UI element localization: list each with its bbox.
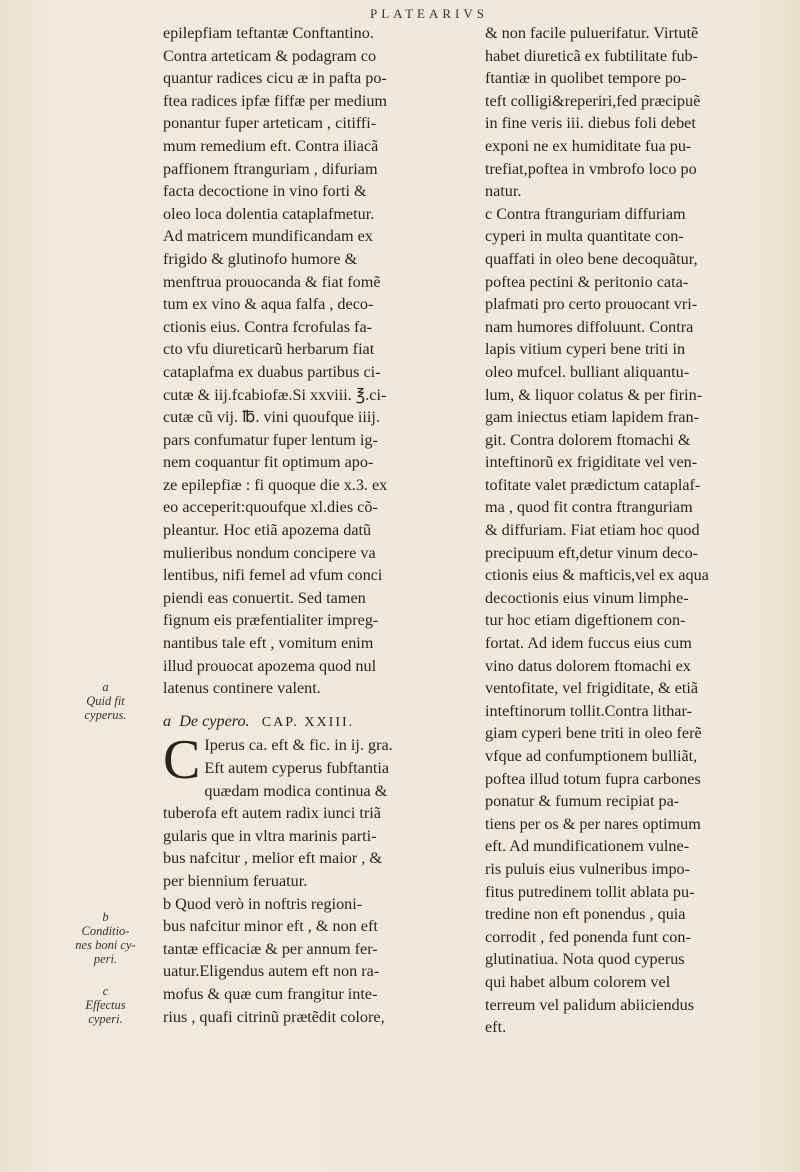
- chapter-marker: a: [163, 711, 172, 730]
- text-line: uatur.Eligendus autem eft non ra-: [163, 962, 380, 981]
- margin-marker: b: [102, 910, 109, 924]
- text-line: & non facile puluerifatur. Virtutẽ: [485, 24, 699, 42]
- text-line: trefiat,poftea in vmbrofo loco po: [485, 159, 697, 178]
- running-head: PLATEARIVS: [370, 6, 489, 21]
- text-line: tur hoc etiam digeftionem con-: [485, 611, 686, 630]
- text-line: per biennium feruatur.: [163, 871, 308, 890]
- text-line: oleo mufcel. bulliant aliquantu-: [485, 362, 690, 381]
- text-line: precipuum eft,detur vinum deco-: [485, 543, 699, 562]
- text-line: quaffati in oleo bene decoquãtur,: [485, 249, 698, 268]
- text-line: mum remedium eft. Contra iliacã: [163, 136, 379, 155]
- text-line: bus nafcitur , melior eft maior , &: [163, 849, 382, 868]
- text-line: Contra arteticam & podagram co: [163, 46, 377, 65]
- text-line: tofitate valet prædictum cataplaf-: [485, 475, 701, 494]
- text-line: b Quod verò in noftris regioni-: [163, 894, 363, 913]
- text-line: natur.: [485, 182, 522, 201]
- text-line: poftea pectini & peritonio cata-: [485, 272, 689, 291]
- text-line: cto vfu diureticarũ herbarum fiat: [163, 340, 375, 359]
- text-line: frigido & glutinofo humore &: [163, 249, 358, 268]
- text-line: git. Contra dolorem ftomachi &: [485, 430, 691, 449]
- text-line: bus nafcitur minor eft , & non eft: [163, 917, 378, 936]
- text-line: eft. Ad mundificationem vulne-: [485, 837, 690, 856]
- text-line: lentibus, nifi femel ad vfum conci: [163, 566, 383, 585]
- text-line: tiens per os & per nares optimum: [485, 814, 701, 833]
- right-column: [485, 22, 775, 1039]
- text-line: pars confumatur fuper lentum ig-: [163, 430, 378, 449]
- text-line: rius , quafi citrinũ prætẽdit colore,: [163, 1007, 385, 1026]
- margin-line: peri.: [93, 952, 118, 966]
- margin-note-b: [58, 910, 153, 966]
- text-line: cutæ & iij.fcabiofæ.Si xxviii. ℥.ci-: [163, 385, 387, 404]
- margin-line: Effectus: [85, 998, 126, 1012]
- left-column: [163, 22, 463, 1028]
- text-line: paffionem ftranguriam , difuriam: [163, 159, 378, 178]
- text-line: poftea illud totum fupra carbones: [485, 769, 701, 788]
- margin-line: Conditio-: [81, 924, 130, 938]
- text-line: Iperus ca. eft & fic. in ij. gra.: [204, 736, 393, 755]
- text-line: pleantur. Hoc etiã apozema datũ: [163, 521, 372, 540]
- text-line: tredine non eft ponendus , quia: [485, 905, 686, 924]
- right-text-block: [485, 22, 775, 1039]
- text-line: epilepfiam teftantæ Conftantino.: [163, 24, 374, 42]
- chapter-heading: [163, 710, 463, 735]
- text-line: cataplafma ex duabus partibus ci-: [163, 362, 381, 381]
- text-line: lum, & liquor colatus & per firin-: [485, 385, 703, 404]
- text-line: habet diureticã ex fubtilitate fub-: [485, 46, 699, 65]
- text-line: menftrua prouocanda & fiat fomẽ: [163, 272, 381, 291]
- text-line: giam cyperi bene triti in oleo ferẽ: [485, 724, 702, 743]
- left-text-block: [163, 22, 463, 700]
- text-line: glutinatiua. Nota quod cyperus: [485, 950, 685, 969]
- chapter-text: [163, 802, 463, 1028]
- text-line: quædam modica continua &: [204, 781, 388, 800]
- text-line: ctionis eius & mafticis,vel ex aqua: [485, 566, 709, 585]
- chapter-number: CAP. XXIII.: [261, 714, 355, 730]
- text-line: gam iniectus etiam lapidem fran-: [485, 408, 699, 427]
- text-line: eo acceperit:quoufque xl.dies cõ-: [163, 498, 378, 517]
- text-line: mofus & quæ cum frangitur inte-: [163, 984, 378, 1003]
- margin-line: Quid fit: [86, 694, 125, 708]
- text-line: fitus putredinem tollit ablata pu-: [485, 882, 695, 901]
- text-line: tantæ efficaciæ & per annum fer-: [163, 939, 378, 958]
- text-line: c Contra ftranguriam diffuriam: [485, 204, 686, 223]
- margin-note-a: [58, 680, 153, 722]
- text-line: facta decoctione in vino forti &: [163, 182, 367, 201]
- text-line: vino datus dolorem ftomachi ex: [485, 656, 691, 675]
- text-line: ventofitate, vel frigiditate, & etiã: [485, 679, 699, 698]
- text-line: ponatur & fumum recipiat pa-: [485, 792, 680, 811]
- text-line: corrodit , fed ponenda funt con-: [485, 927, 691, 946]
- text-line: inteftinorum tollit.Contra lithar-: [485, 701, 692, 720]
- text-line: ze epilepfiæ : fi quoque die x.3. ex: [163, 475, 388, 494]
- text-line: fortat. Ad idem fuccus eius cum: [485, 634, 692, 653]
- text-line: terreum vel palidum abiiciendus: [485, 995, 695, 1014]
- margin-note-c: [58, 984, 153, 1026]
- text-line: lapis vitium cyperi bene triti in: [485, 340, 686, 359]
- drop-capital: C: [163, 729, 201, 792]
- margin-line: cyperus.: [84, 708, 127, 722]
- text-line: ris puluis eius vulneribus impo-: [485, 859, 691, 878]
- text-line: cyperi in multa quantitate con-: [485, 227, 684, 246]
- chapter-opening: [163, 729, 463, 802]
- text-line: eft.: [485, 1018, 507, 1037]
- text-line: fignum eis præfentialiter impreg-: [163, 611, 379, 630]
- text-line: nem coquantur fit optimum apo-: [163, 453, 374, 472]
- text-line: latenus continere valent.: [163, 679, 321, 698]
- text-line: qui habet album colorem vel: [485, 972, 671, 991]
- text-line: Ad matricem mundificandam ex: [163, 227, 373, 246]
- text-line: tuberofa eft autem radix iunci triã: [163, 804, 381, 823]
- chapter-title: De cypero.: [179, 711, 250, 730]
- text-line: cutæ cũ vij. ℔. vini quoufque iiij.: [163, 408, 380, 427]
- text-line: teft colligi&reperiri,fed præcipuẽ: [485, 91, 701, 110]
- text-line: decoctionis eius vinum limphe-: [485, 588, 689, 607]
- text-line: illud prouocat apozema quod nul: [163, 656, 377, 675]
- text-line: ctionis eius. Contra fcrofulas fa-: [163, 317, 373, 336]
- text-line: oleo loca dolentia cataplafmetur.: [163, 204, 375, 223]
- text-line: exponi ne ex humiditate fua pu-: [485, 136, 692, 155]
- text-line: & diffuriam. Fiat etiam hoc quod: [485, 521, 700, 540]
- text-line: ponantur fuper arteticam , citiffi-: [163, 114, 377, 133]
- text-line: tum ex vino & aqua falfa , deco-: [163, 295, 374, 314]
- text-line: ftea radices ipfæ fiffæ per medium: [163, 91, 388, 110]
- margin-marker: a: [102, 680, 109, 694]
- text-line: nam humores diffoluunt. Contra: [485, 317, 694, 336]
- text-line: ma , quod fit contra ftranguriam: [485, 498, 693, 517]
- margin-line: nes boni cy-: [75, 938, 136, 952]
- margin-marker: c: [102, 984, 109, 998]
- text-line: inteftinorũ ex frigiditate vel ven-: [485, 453, 698, 472]
- text-line: nantibus tale eft , vomitum enim: [163, 634, 374, 653]
- text-line: gularis que in vltra marinis parti-: [163, 826, 377, 845]
- text-line: Eft autem cyperus fubftantia: [204, 759, 390, 777]
- text-line: plafmati pro certo prouocant vri-: [485, 295, 698, 314]
- text-line: piendi eas conuertit. Sed tamen: [163, 588, 366, 607]
- text-line: ftantiæ in quolibet tempore po-: [485, 69, 687, 88]
- text-line: vfque ad confumptionem bulliãt,: [485, 747, 698, 765]
- text-line: mulieribus nondum concipere va: [163, 543, 376, 562]
- margin-line: cyperi.: [88, 1012, 123, 1026]
- text-line: quantur radices cicu æ in pafta po-: [163, 69, 387, 88]
- text-line: in fine veris iii. diebus foli debet: [485, 114, 696, 133]
